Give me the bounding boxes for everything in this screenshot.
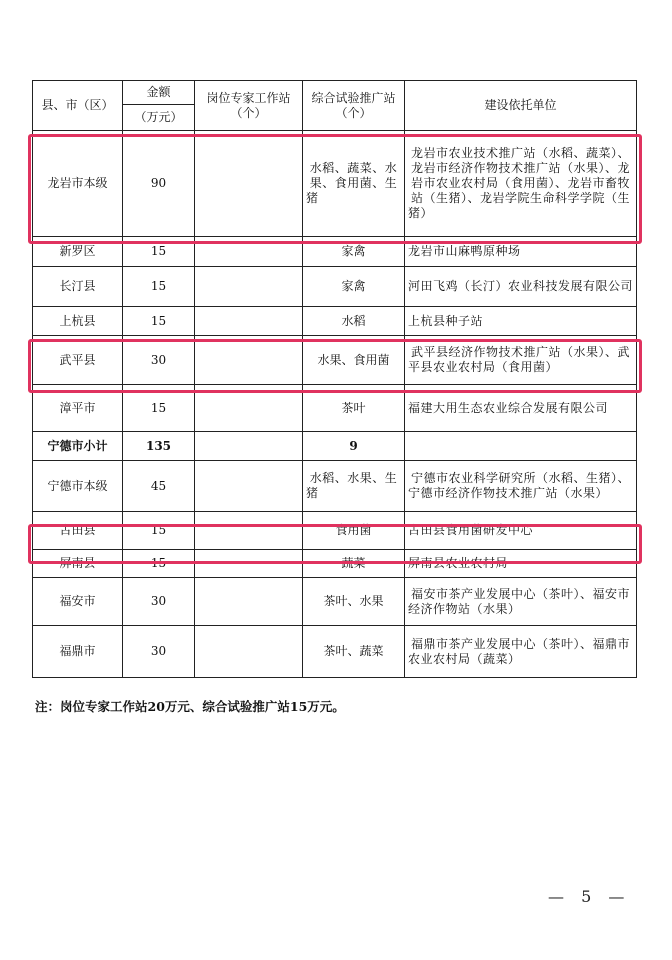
cell-unit: 屏南县农业农村局: [405, 550, 637, 578]
cell-unit: 武平县经济作物技术推广站（水果）、武平县农业农村局（食用菌）: [405, 336, 637, 385]
cell-county: 宁德市本级: [33, 461, 123, 512]
cell-expert: [195, 307, 303, 336]
header-expert-station: [195, 81, 303, 131]
cell-expert: [195, 626, 303, 678]
cell-amount: 15: [123, 385, 195, 432]
cell-expert: [195, 131, 303, 237]
cell-trial: 茶叶、蔬菜: [303, 626, 405, 678]
cell-county: 上杭县: [33, 307, 123, 336]
header-amount: 金额: [123, 81, 195, 105]
funding-table: [32, 80, 637, 678]
cell-county: 龙岩市本级: [33, 131, 123, 237]
cell-amount: 15: [123, 512, 195, 550]
header-trial-station-label: 综合试验推广站: [311, 90, 396, 105]
header-unit: 建设依托单位: [405, 81, 637, 131]
cell-amount: 135: [123, 432, 195, 461]
cell-county: 新罗区: [33, 237, 123, 267]
header-trial-station-unit: （个）: [335, 105, 372, 120]
cell-amount: 90: [123, 131, 195, 237]
cell-county: 漳平市: [33, 385, 123, 432]
cell-expert: [195, 512, 303, 550]
cell-amount: 15: [123, 307, 195, 336]
cell-unit: 龙岩市农业技术推广站（水稻、蔬菜）、龙岩市经济作物技术推广站（水果）、龙岩市农业农村局（食用菌）、龙岩市畜牧站（生猪）、龙岩学院生命科学学院（生猪）: [405, 131, 637, 237]
cell-unit: 宁德市农业科学研究所（水稻、生猪）、宁德市经济作物技术推广站（水果）: [405, 461, 637, 512]
cell-unit: 福鼎市茶产业发展中心（茶叶）、福鼎市农业农村局（蔬菜）: [405, 626, 637, 678]
table-row: [33, 461, 637, 512]
cell-amount: 30: [123, 626, 195, 678]
cell-amount: 15: [123, 237, 195, 267]
table-row: [33, 385, 637, 432]
cell-expert: [195, 267, 303, 307]
footnote: 注：岗位专家工作站20万元、综合试验推广站15万元。: [35, 699, 345, 714]
cell-expert: [195, 432, 303, 461]
cell-trial: 茶叶: [303, 385, 405, 432]
cell-county: 福鼎市: [33, 626, 123, 678]
cell-county: 福安市: [33, 578, 123, 626]
cell-amount: 30: [123, 336, 195, 385]
cell-amount: 30: [123, 578, 195, 626]
table-row: [33, 267, 637, 307]
header-expert-station-label: 岗位专家工作站: [206, 90, 291, 105]
cell-unit: 龙岩市山麻鸭原种场: [405, 237, 637, 267]
cell-county: 武平县: [33, 336, 123, 385]
cell-trial: 家禽: [303, 267, 405, 307]
header-county: 县、市（区）: [33, 81, 123, 131]
cell-unit: 古田县食用菌研发中心: [405, 512, 637, 550]
cell-trial: 水果、食用菌: [303, 336, 405, 385]
cell-county: 长汀县: [33, 267, 123, 307]
cell-expert: [195, 461, 303, 512]
cell-trial: 9: [303, 432, 405, 461]
table-row: [33, 237, 637, 267]
table-row: [33, 131, 637, 237]
header-trial-station: [303, 81, 405, 131]
cell-amount: 45: [123, 461, 195, 512]
cell-expert: [195, 578, 303, 626]
table-row: [33, 550, 637, 578]
cell-trial: 水稻、水果、生猪: [303, 461, 405, 512]
cell-trial: 蔬菜: [303, 550, 405, 578]
table-row: [33, 336, 637, 385]
cell-expert: [195, 385, 303, 432]
header-expert-station-unit: （个）: [230, 105, 267, 120]
cell-trial: 食用菌: [303, 512, 405, 550]
cell-county: 宁德市小计: [33, 432, 123, 461]
cell-trial: 茶叶、水果: [303, 578, 405, 626]
cell-trial: 水稻: [303, 307, 405, 336]
table-row: [33, 626, 637, 678]
cell-unit: 福安市茶产业发展中心（茶叶）、福安市经济作物站（水果）: [405, 578, 637, 626]
cell-expert: [195, 237, 303, 267]
page-number: — 5 —: [548, 887, 631, 906]
cell-unit: 河田飞鸡（长汀）农业科技发展有限公司: [405, 267, 637, 307]
table-row: [33, 578, 637, 626]
subtotal-row: [33, 432, 637, 461]
cell-county: 古田县: [33, 512, 123, 550]
cell-amount: 15: [123, 267, 195, 307]
cell-expert: [195, 336, 303, 385]
cell-unit: 福建大用生态农业综合发展有限公司: [405, 385, 637, 432]
cell-amount: 15: [123, 550, 195, 578]
cell-trial: 水稻、蔬菜、水果、食用菌、生猪: [303, 131, 405, 237]
cell-unit: 上杭县种子站: [405, 307, 637, 336]
cell-expert: [195, 550, 303, 578]
cell-trial: 家禽: [303, 237, 405, 267]
cell-unit: [405, 432, 637, 461]
cell-county: 屏南县: [33, 550, 123, 578]
header-amount-unit: （万元）: [123, 105, 195, 131]
table-row: [33, 307, 637, 336]
table-row: [33, 512, 637, 550]
